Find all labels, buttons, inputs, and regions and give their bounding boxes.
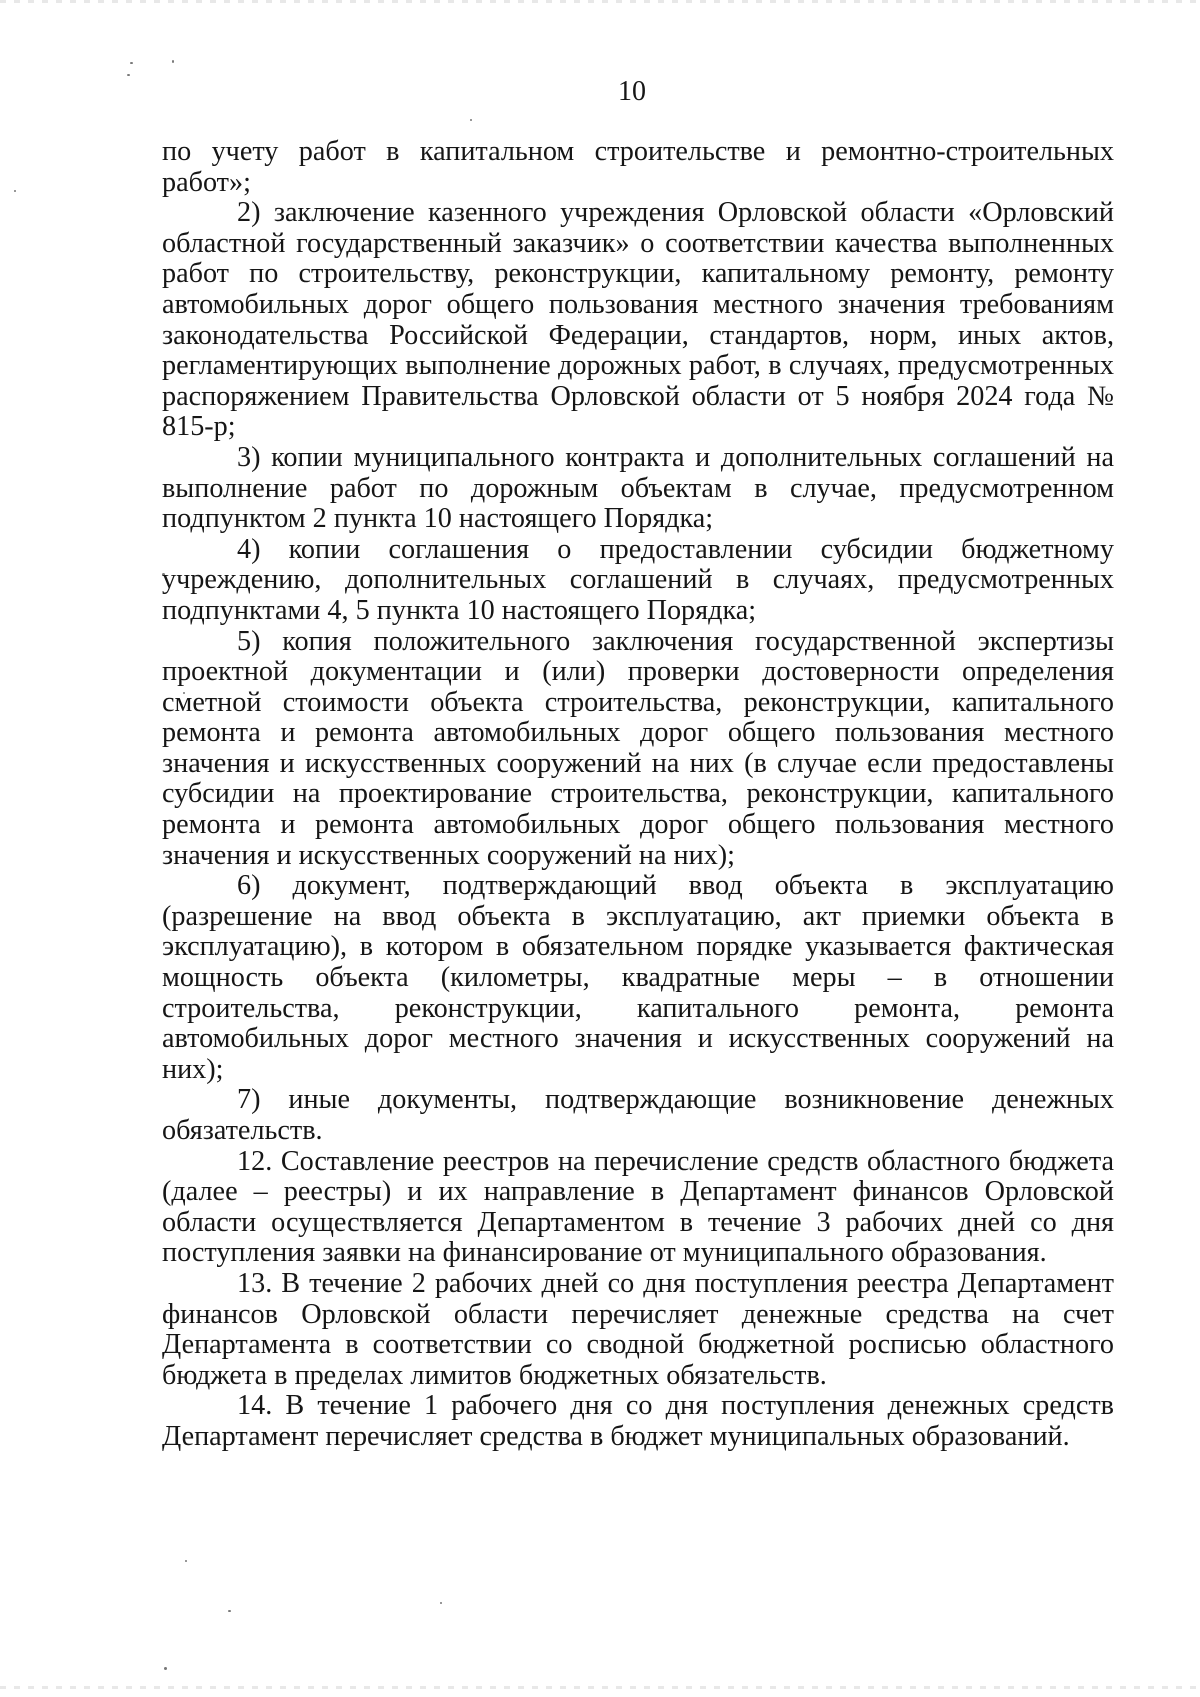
list-item-5: 5) копия положительного заключения государственной экспертизы проектной документации и (или) проверки достоверности определения сметной стоимости объекта строительства, реконструкции, капитального ремонта и ремонта автомобильных дорог общего пользования местного значения и искусственных сооружений на них (в случае если предоставлены субсидии на проектирование строительства, реконструкции, капитального ремонта и ремонта автомобильных дорог общего пользования местного значения и искусственных сооружений на них);	[162, 625, 1114, 871]
document-body	[162, 137, 1114, 1453]
scan-speck	[185, 1560, 187, 1562]
page-number: 10	[618, 76, 646, 107]
scan-speck	[172, 60, 174, 63]
scan-speck	[440, 1602, 442, 1604]
list-item-4: 4) копии соглашения о предоставлении субсидии бюджетному учреждению, дополнительных соглашений в случаях, предусмотренных подпунктами 4, 5 пункта 10 настоящего Порядка;	[162, 533, 1114, 626]
clause-13: 13. В течение 2 рабочих дней со дня поступления реестра Департамент финансов Орловской области перечисляет денежные средства на счет Департамента в соответствии со сводной бюджетной росписью областного бюджета в пределах лимитов бюджетных обязательств.	[162, 1267, 1114, 1391]
scan-speck	[228, 1610, 231, 1612]
scan-edge-top	[0, 0, 1200, 3]
list-item-2: 2) заключение казенного учреждения Орловской области «Орловский областной государственный заказчик» о соответствии качества выполненных работ по строительству, реконструкции, капитальному ремонту, ремонту автомобильных дорог общего пользования местного значения требованиям законодательства Российской Федерации, стандартов, норм, иных актов, регламентирующих выполнение дорожных работ, в случаях, предусмотренных распоряжением Правительства Орловской области от 5 ноября 2024 года № 815-р;	[162, 197, 1114, 443]
scan-speck	[14, 190, 16, 192]
clause-12: 12. Составление реестров на перечисление средств областного бюджета (далее – реестры) и их направление в Департамент финансов Орловской области осуществляется Департаментом в течение 3 рабочих дней со дня поступления заявки на финансирование от муниципального образования.	[162, 1145, 1114, 1269]
scan-edge-bottom	[0, 1686, 1200, 1689]
list-item-3: 3) копии муниципального контракта и дополнительных соглашений на выполнение работ по дорожным объектам в случае, предусмотренном подпунктом 2 пункта 10 настоящего Порядка;	[162, 441, 1114, 535]
list-item-6: 6) документ, подтверждающий ввод объекта в эксплуатацию (разрешение на ввод объекта в эксплуатацию, акт приемки объекта в эксплуатацию), в котором в обязательном порядке указывается фактическая мощность объекта (километры, квадратные меры – в отношении строительства, реконструкции, капитального ремонта, ремонта автомобильных дорог местного значения и искусственных сооружений на них);	[162, 870, 1114, 1085]
list-item-7: 7) иные документы, подтверждающие возникновение денежных обязательств.	[162, 1084, 1114, 1146]
clause-14: 14. В течение 1 рабочего дня со дня поступления денежных средств Департамент перечисляет средства в бюджет муниципальных образований.	[162, 1390, 1114, 1452]
scan-speck	[127, 74, 130, 76]
scan-speck	[164, 1667, 167, 1670]
paragraph-continuation: по учету работ в капитальном строительстве и ремонтно-строительных работ»;	[162, 136, 1114, 198]
scan-speck	[470, 119, 472, 121]
scan-speck	[130, 62, 133, 64]
